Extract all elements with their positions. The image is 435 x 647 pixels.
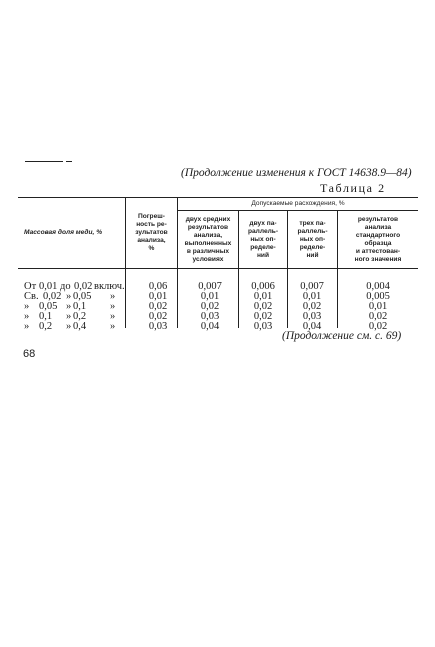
header-bottom-rule — [18, 268, 418, 269]
two-average-value: 0,02 — [200, 301, 220, 312]
two-average-value: 0,01 — [200, 291, 220, 302]
range-to-word: » — [66, 291, 72, 302]
range-from: 0,01 — [39, 281, 58, 292]
two-average-value: 0,007 — [198, 281, 222, 292]
standard-value: 0,01 — [368, 301, 388, 312]
header-mass-fraction: Массовая доля меди, % — [24, 229, 103, 236]
range-from: 0,02 — [43, 291, 62, 302]
three-parallel-value: 0,04 — [302, 321, 322, 332]
two-average-value: 0,03 — [200, 311, 220, 322]
range-to: 0,02 — [74, 281, 93, 292]
separator-dash-short — [66, 161, 72, 162]
three-parallel-value: 0,007 — [300, 281, 324, 292]
two-average-value: 0,04 — [200, 321, 220, 332]
error-value: 0,02 — [148, 311, 168, 322]
range-to: 0,4 — [73, 321, 87, 332]
range-to-word: » — [66, 301, 72, 312]
range-suffix: включ. — [94, 281, 125, 292]
three-parallel-value: 0,02 — [302, 301, 322, 312]
error-value: 0,06 — [148, 281, 168, 292]
error-value: 0,01 — [148, 291, 168, 302]
range-to: 0,05 — [73, 291, 92, 302]
range-from: 0,1 — [39, 311, 53, 322]
range-suffix: » — [110, 291, 116, 302]
table-title: Таблица 2 — [320, 181, 386, 195]
continuation-note-top: (Продолжение изменения к ГОСТ 14638.9—84) — [181, 167, 412, 179]
two-parallel-value: 0,02 — [253, 311, 273, 322]
range-prefix: » — [24, 321, 30, 332]
two-parallel-value: 0,02 — [253, 301, 273, 312]
two-parallel-value: 0,03 — [253, 321, 273, 332]
range-suffix: » — [110, 311, 116, 322]
range-to-word: » — [66, 321, 72, 332]
separator-dash — [25, 161, 63, 162]
error-value: 0,02 — [148, 301, 168, 312]
header-allowed-discrepancies: Допускаемые расхождения, % — [251, 200, 345, 207]
page-number: 68 — [23, 348, 36, 360]
range-suffix: » — [110, 301, 116, 312]
range-from: 0,2 — [39, 321, 53, 332]
range-prefix: От — [24, 281, 37, 292]
standard-value: 0,02 — [368, 321, 388, 332]
range-from: 0,05 — [39, 301, 58, 312]
error-value: 0,03 — [148, 321, 168, 332]
range-prefix: » — [24, 311, 30, 322]
three-parallel-value: 0,03 — [302, 311, 322, 322]
standard-value: 0,005 — [366, 291, 390, 302]
two-parallel-value: 0,01 — [253, 291, 273, 302]
range-prefix: Св. — [24, 291, 39, 302]
header-error: Погреш- ность ре- зультатов анализа, % — [135, 213, 168, 252]
header-two-parallel: двух па- раллель- ных оп- ределе- ний — [247, 219, 279, 259]
range-to: 0,1 — [73, 301, 87, 312]
range-to-word: » — [66, 311, 72, 322]
standard-value: 0,004 — [366, 281, 390, 292]
range-suffix: » — [110, 321, 116, 332]
range-to: 0,2 — [73, 311, 87, 322]
header-standard-sample: результатов анализа стандартного образца и аттестован- ного значения — [354, 215, 402, 263]
two-parallel-value: 0,006 — [251, 281, 275, 292]
header-two-average: двух средних результатов анализа, выполненных в различных условиях — [184, 215, 232, 263]
continuation-note-bottom: (Продолжение см. с. 69) — [282, 330, 402, 342]
range-to-word: до — [60, 281, 71, 292]
range-prefix: » — [24, 301, 30, 312]
standard-value: 0,02 — [368, 311, 388, 322]
header-three-parallel: трех па- раллель- ных оп- ределе- ний — [297, 219, 328, 259]
three-parallel-value: 0,01 — [302, 291, 322, 302]
